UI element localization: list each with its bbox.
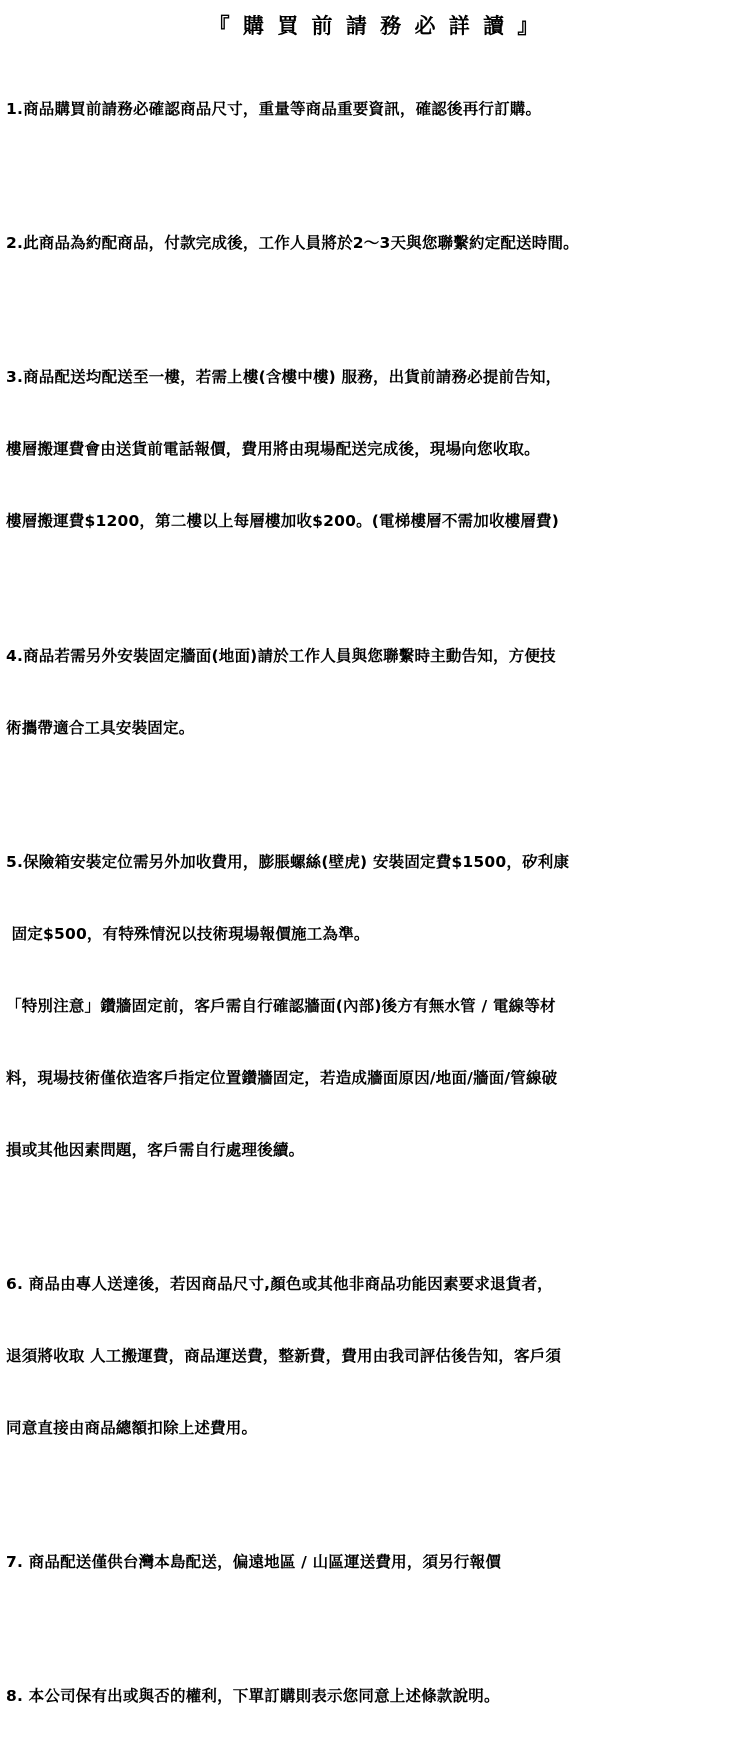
clause-item-6 bbox=[6, 1224, 744, 1488]
clause-item-1 bbox=[6, 49, 744, 169]
clause-line: 樓層搬運費$1200，第二樓以上每層樓加收$200。(電梯樓層不需加收樓層費) bbox=[6, 512, 560, 531]
clause-item-2 bbox=[6, 183, 744, 303]
clause-line: 7. 商品配送僅供台灣本島配送，偏遠地區 / 山區運送費用，須另行報價 bbox=[6, 1553, 502, 1572]
clause-line: 損或其他因素問題，客戶需自行處理後續。 bbox=[6, 1140, 305, 1159]
clause-line: 退須將收取 人工搬運費，商品運送費，整新費，費用由我司評估後告知，客戶須 bbox=[6, 1346, 562, 1365]
clause-line: 5.保險箱安裝定位需另外加收費用，膨脹螺絲(壁虎) 安裝固定費$1500，矽利康 bbox=[6, 852, 570, 871]
clause-line: 術攜帶適合工具安裝固定。 bbox=[6, 718, 195, 737]
clause-line: 2.此商品為約配商品，付款完成後，工作人員將於2～3天與您聯繫約定配送時間。 bbox=[6, 234, 579, 253]
clause-item-8 bbox=[6, 1636, 744, 1756]
clause-item-4 bbox=[6, 596, 744, 788]
page-title: 『 購 買 前 請 務 必 詳 讀 』 bbox=[208, 14, 542, 38]
clause-line: 3.商品配送均配送至一樓，若需上樓(含樓中樓) 服務，出貨前請務必提前告知， bbox=[6, 368, 562, 387]
clause-item-7 bbox=[6, 1502, 744, 1622]
clause-item-3 bbox=[6, 317, 744, 581]
clause-line: 固定$500，有特殊情況以技術現場報價施工為準。 bbox=[6, 924, 370, 943]
clause-line: 1.商品購買前請務必確認商品尺寸，重量等商品重要資訊，確認後再行訂購。 bbox=[6, 100, 542, 119]
clause-line: 6. 商品由專人送達後，若因商品尺寸,顏色或其他非商品功能因素要求退貨者， bbox=[6, 1274, 553, 1293]
clause-line: 樓層搬運費會由送貨前電話報價，費用將由現場配送完成後，現場向您收取。 bbox=[6, 440, 540, 459]
clause-list bbox=[6, 49, 744, 1756]
clause-line: 8. 本公司保有出或與否的權利，下單訂購則表示您同意上述條款說明。 bbox=[6, 1687, 500, 1706]
clause-line: 4.商品若需另外安裝固定牆面(地面)請於工作人員與您聯繫時主動告知，方便技 bbox=[6, 646, 556, 665]
clause-item-5 bbox=[6, 802, 744, 1210]
clause-line: 料，現場技術僅依造客戶指定位置鑽牆固定，若造成牆面原因/地面/牆面/管線破 bbox=[6, 1068, 558, 1087]
clause-line: 同意直接由商品總額扣除上述費用。 bbox=[6, 1419, 258, 1438]
clause-line: 「特別注意」鑽牆固定前，客戶需自行確認牆面(內部)後方有無水管 / 電線等材 bbox=[6, 996, 556, 1015]
